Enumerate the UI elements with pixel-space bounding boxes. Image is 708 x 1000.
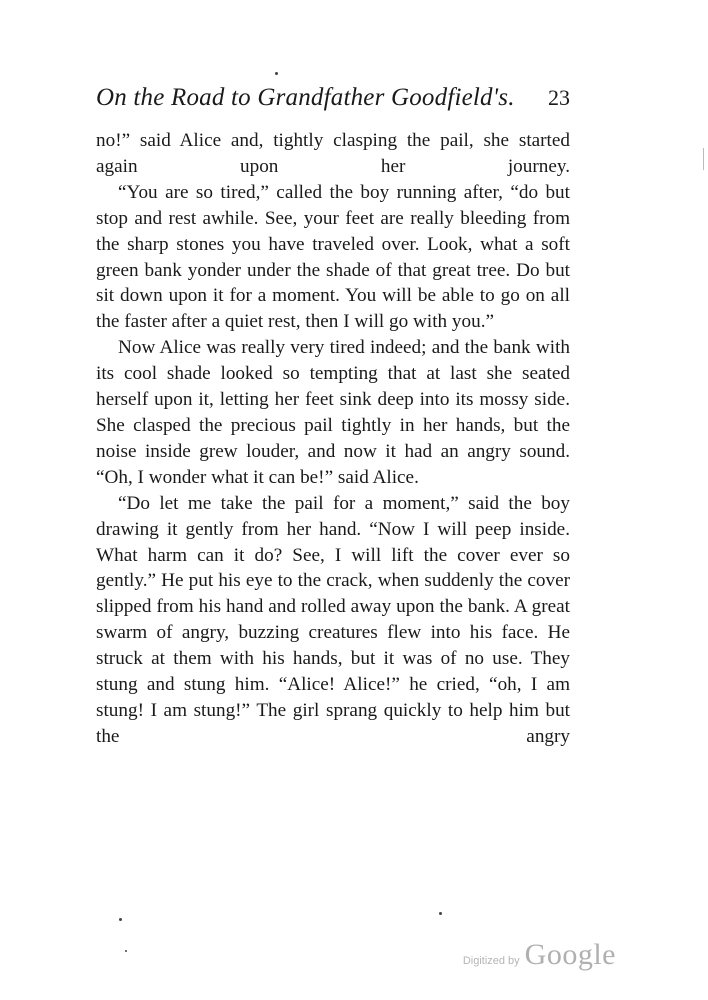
paragraph-alice-rests: Now Alice was really very tired indeed; and the bank with its cool shade looked so tempting that at last she seated herself upon it, letting her feet sink deep into its mossy side. She clasped the precious pail tightly in her hands, but the noise inside grew louder, and now it had an angry sound. “Oh, I wonder what it can be!” said Alice.: [96, 337, 570, 488]
body-text: [96, 128, 570, 750]
scan-speck: [439, 912, 442, 915]
paragraph-pail-opened: “Do let me take the pail for a moment,” said the boy drawing it gently from her hand. “Now I will peep inside. What harm can it do? See, I will lift the cover ever so gently.” He put his eye to the crack, when suddenly the cover slipped from his hand and rolled away upon the bank. A great swarm of angry, buzzing creatures flew into his face. He struck at them with his hands, but it was of no use. They stung and stung him. “Alice! Alice!” he cried, “oh, I am stung! I am stung!” The girl sprang quickly to help him but the angry: [96, 492, 570, 747]
paragraph-boy-calls: “You are so tired,” called the boy running after, “do but stop and rest awhile. See, your feet are really bleeding from the sharp stones you have traveled over. Look, what a soft green bank yonder under the shade of that great tree. Do but sit down upon it for a moment. You will be able to go on all the faster after a quiet rest, then I will go with you.”: [96, 181, 570, 333]
google-logo: Google: [524, 938, 616, 971]
paragraph-continued: no!” said Alice and, tightly clasping the pail, she started again upon her journey.: [96, 130, 570, 177]
scan-speck: [125, 950, 127, 952]
page-number: 23: [548, 85, 570, 110]
google-digitized-watermark: [463, 938, 616, 972]
digitized-by-label: Digitized by: [462, 955, 520, 967]
scan-speck: [119, 918, 122, 921]
scan-speck: [275, 72, 278, 75]
scan-margin-mark: [703, 148, 704, 170]
running-head: On the Road to Grandfather Goodfield's.: [96, 84, 515, 111]
page-header: [96, 84, 570, 112]
